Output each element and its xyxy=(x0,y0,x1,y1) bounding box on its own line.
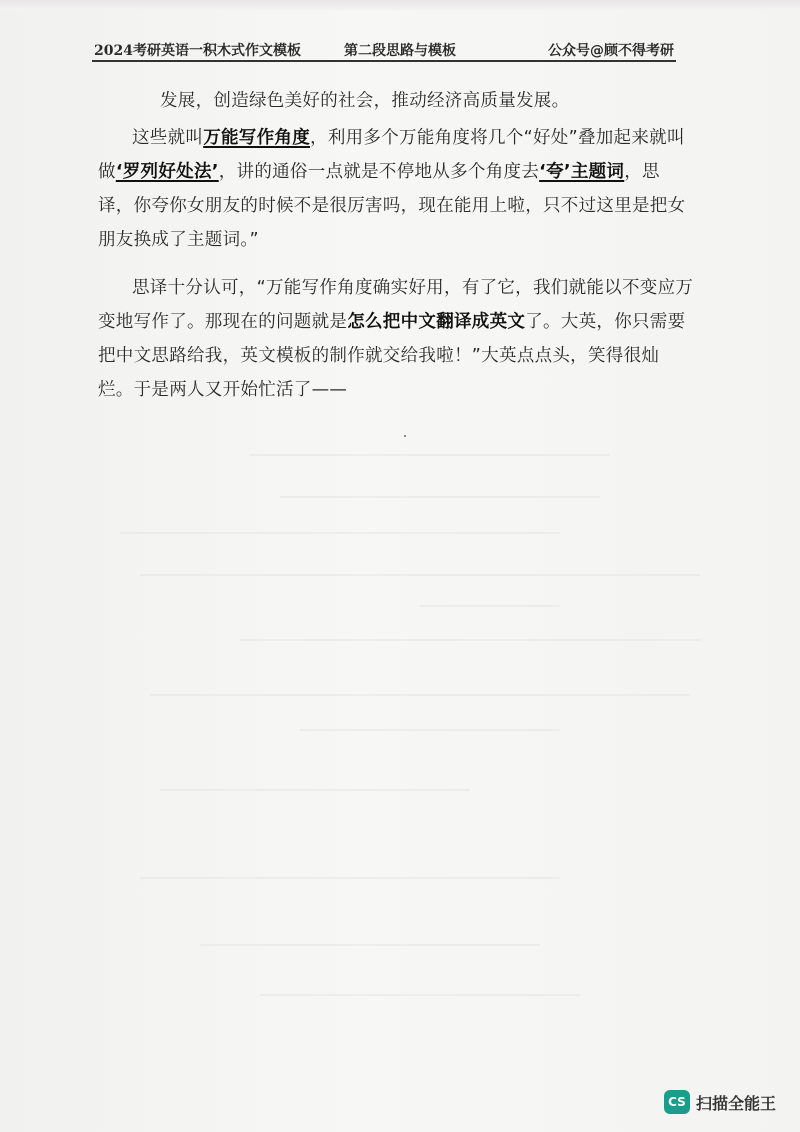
header-account-name: 公众号@顾不得考研 xyxy=(548,43,674,59)
paragraph-3-text-1: 思译十分认可，“万能写作角度确实好用，有了它，我们就能以不变应万变地写作了。那现在的问题就是 xyxy=(98,278,694,332)
emphasis-universal-angle: 万能写作角度 xyxy=(203,128,311,148)
paragraph-2-text-1: 这些就叫 xyxy=(132,128,204,148)
paragraph-1 xyxy=(98,84,694,118)
header-document-title: 2024考研英语一积木式作文模板 xyxy=(94,43,301,59)
paragraph-3-text-2: 了。大英，你只需要把中文思路给我，英文模板的制作就交给我啦！”大英点点头，笑得很灿烂。于是两人又开始忙活了—— xyxy=(98,312,686,400)
camscanner-logo-icon: CS xyxy=(664,1090,690,1114)
paragraph-2-text-4: ，思译，你夸你女朋友的时候不是很厉害吗，现在能用上啦，只不过这里是把女朋友换成了主题词。” xyxy=(98,162,686,250)
emphasis-translate: 怎么把中文翻译成英文 xyxy=(347,312,526,332)
emphasis-praise-topic: ‘夸’主题词 xyxy=(539,162,625,182)
emphasis-listing-method: ‘罗列好处法’ xyxy=(115,162,219,182)
watermark-label: 扫描全能王 xyxy=(696,1093,777,1113)
scan-speck xyxy=(404,435,406,437)
header-rule xyxy=(92,60,676,62)
paragraph-3 xyxy=(98,271,694,407)
page-header xyxy=(94,40,674,60)
header-section-title: 第二段思路与模板 xyxy=(344,43,456,59)
scanner-watermark xyxy=(664,1088,776,1116)
body-text xyxy=(98,84,694,407)
paragraph-2-text-2: ，利用多个万能角度将几个“好处”叠加起来就叫做 xyxy=(98,128,685,182)
paragraph-1-text: 发展，创造绿色美好的社会，推动经济高质量发展。 xyxy=(160,91,570,111)
paragraph-2-text-3: ，讲的通俗一点就是不停地从多个角度去 xyxy=(218,162,540,182)
paragraph-2 xyxy=(98,121,694,257)
